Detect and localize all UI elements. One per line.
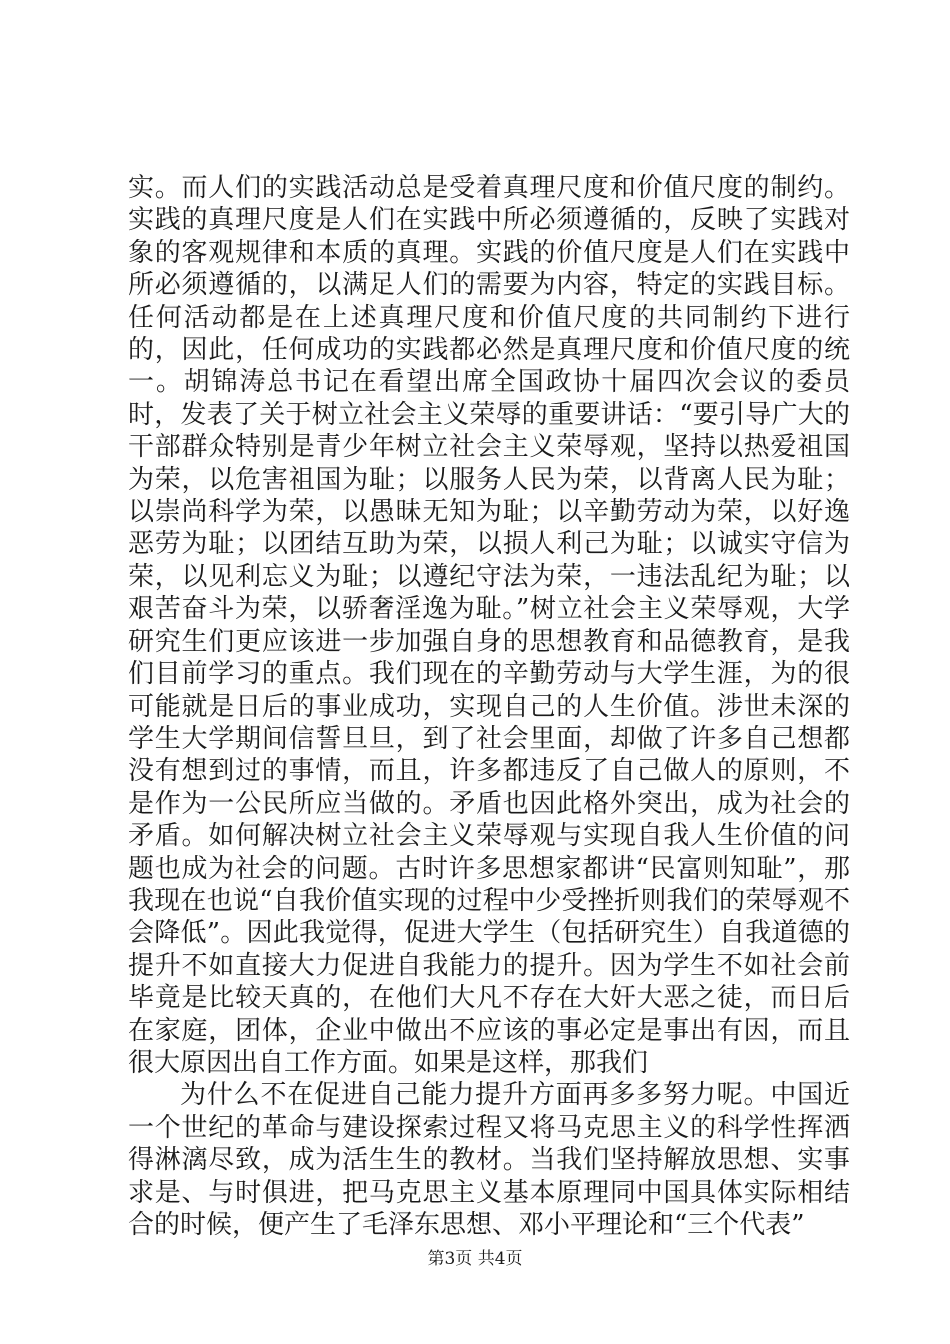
paragraph-2: 为什么不在促进自己能力提升方面再多多努力呢。中国近一个世纪的革命与建设探索过程又将马克思主义的科学性挥洒得淋漓尽致，成为活生生的教材。当我们坚持解放思想、实事求是、与时俱进，把马克思主义基本原理同中国具体实际相结合的时候，便产生了毛泽东思想、邓小平理论和“三个代表” [128,1080,850,1240]
document-body [128,172,850,1241]
paragraph-1: 实。而人们的实践活动总是受着真理尺度和价值尺度的制约。实践的真理尺度是人们在实践中所必须遵循的，反映了实践对象的客观规律和本质的真理。实践的价值尺度是人们在实践中所必须遵循的，以满足人们的需要为内容，特定的实践目标。任何活动都是在上述真理尺度和价值尺度的共同制约下进行的，因此，任何成功的实践都必然是真理尺度和价值尺度的统一。胡锦涛总书记在看望出席全国政协十届四次会议的委员时，发表了关于树立社会主义荣辱的重要讲话：“要引导广大的干部群众特别是青少年树立社会主义荣辱观，坚持以热爱祖国为荣，以危害祖国为耻；以服务人民为荣，以背离人民为耻；以崇尚科学为荣，以愚昧无知为耻；以辛勤劳动为荣，以好逸恶劳为耻；以团结互助为荣，以损人利己为耻；以诚实守信为荣，以见利忘义为耻；以遵纪守法为荣，一违法乱纪为耻；以艰苦奋斗为荣，以骄奢淫逸为耻。”树立社会主义荣辱观，大学研究生们更应该进一步加强自身的思想教育和品德教育，是我们目前学习的重点。我们现在的辛勤劳动与大学生涯，为的很可能就是日后的事业成功，实现自己的人生价值。涉世未深的学生大学期间信誓旦旦，到了社会里面，却做了许多自己想都没有想到过的事情，而且，许多都违反了自己做人的原则，不是作为一公民所应当做的。矛盾也因此格外突出，成为社会的矛盾。如何解决树立社会主义荣辱观与实现自我人生价值的问题也成为社会的问题。古时许多思想家都讲“民富则知耻”，那我现在也说“自我价值实现的过程中少受挫折则我们的荣辱观不会降低”。因此我觉得，促进大学生（包括研究生）自我道德的提升不如直接大力促进自我能力的提升。因为学生不如社会前毕竟是比较天真的，在他们大凡不存在大奸大恶之徒，而日后在家庭，团体，企业中做出不应该的事必定是事出有因，而且很大原因出自工作方面。如果是这样，那我们 [128,173,850,1078]
page-footer: 第3页 共4页 [427,1249,523,1269]
